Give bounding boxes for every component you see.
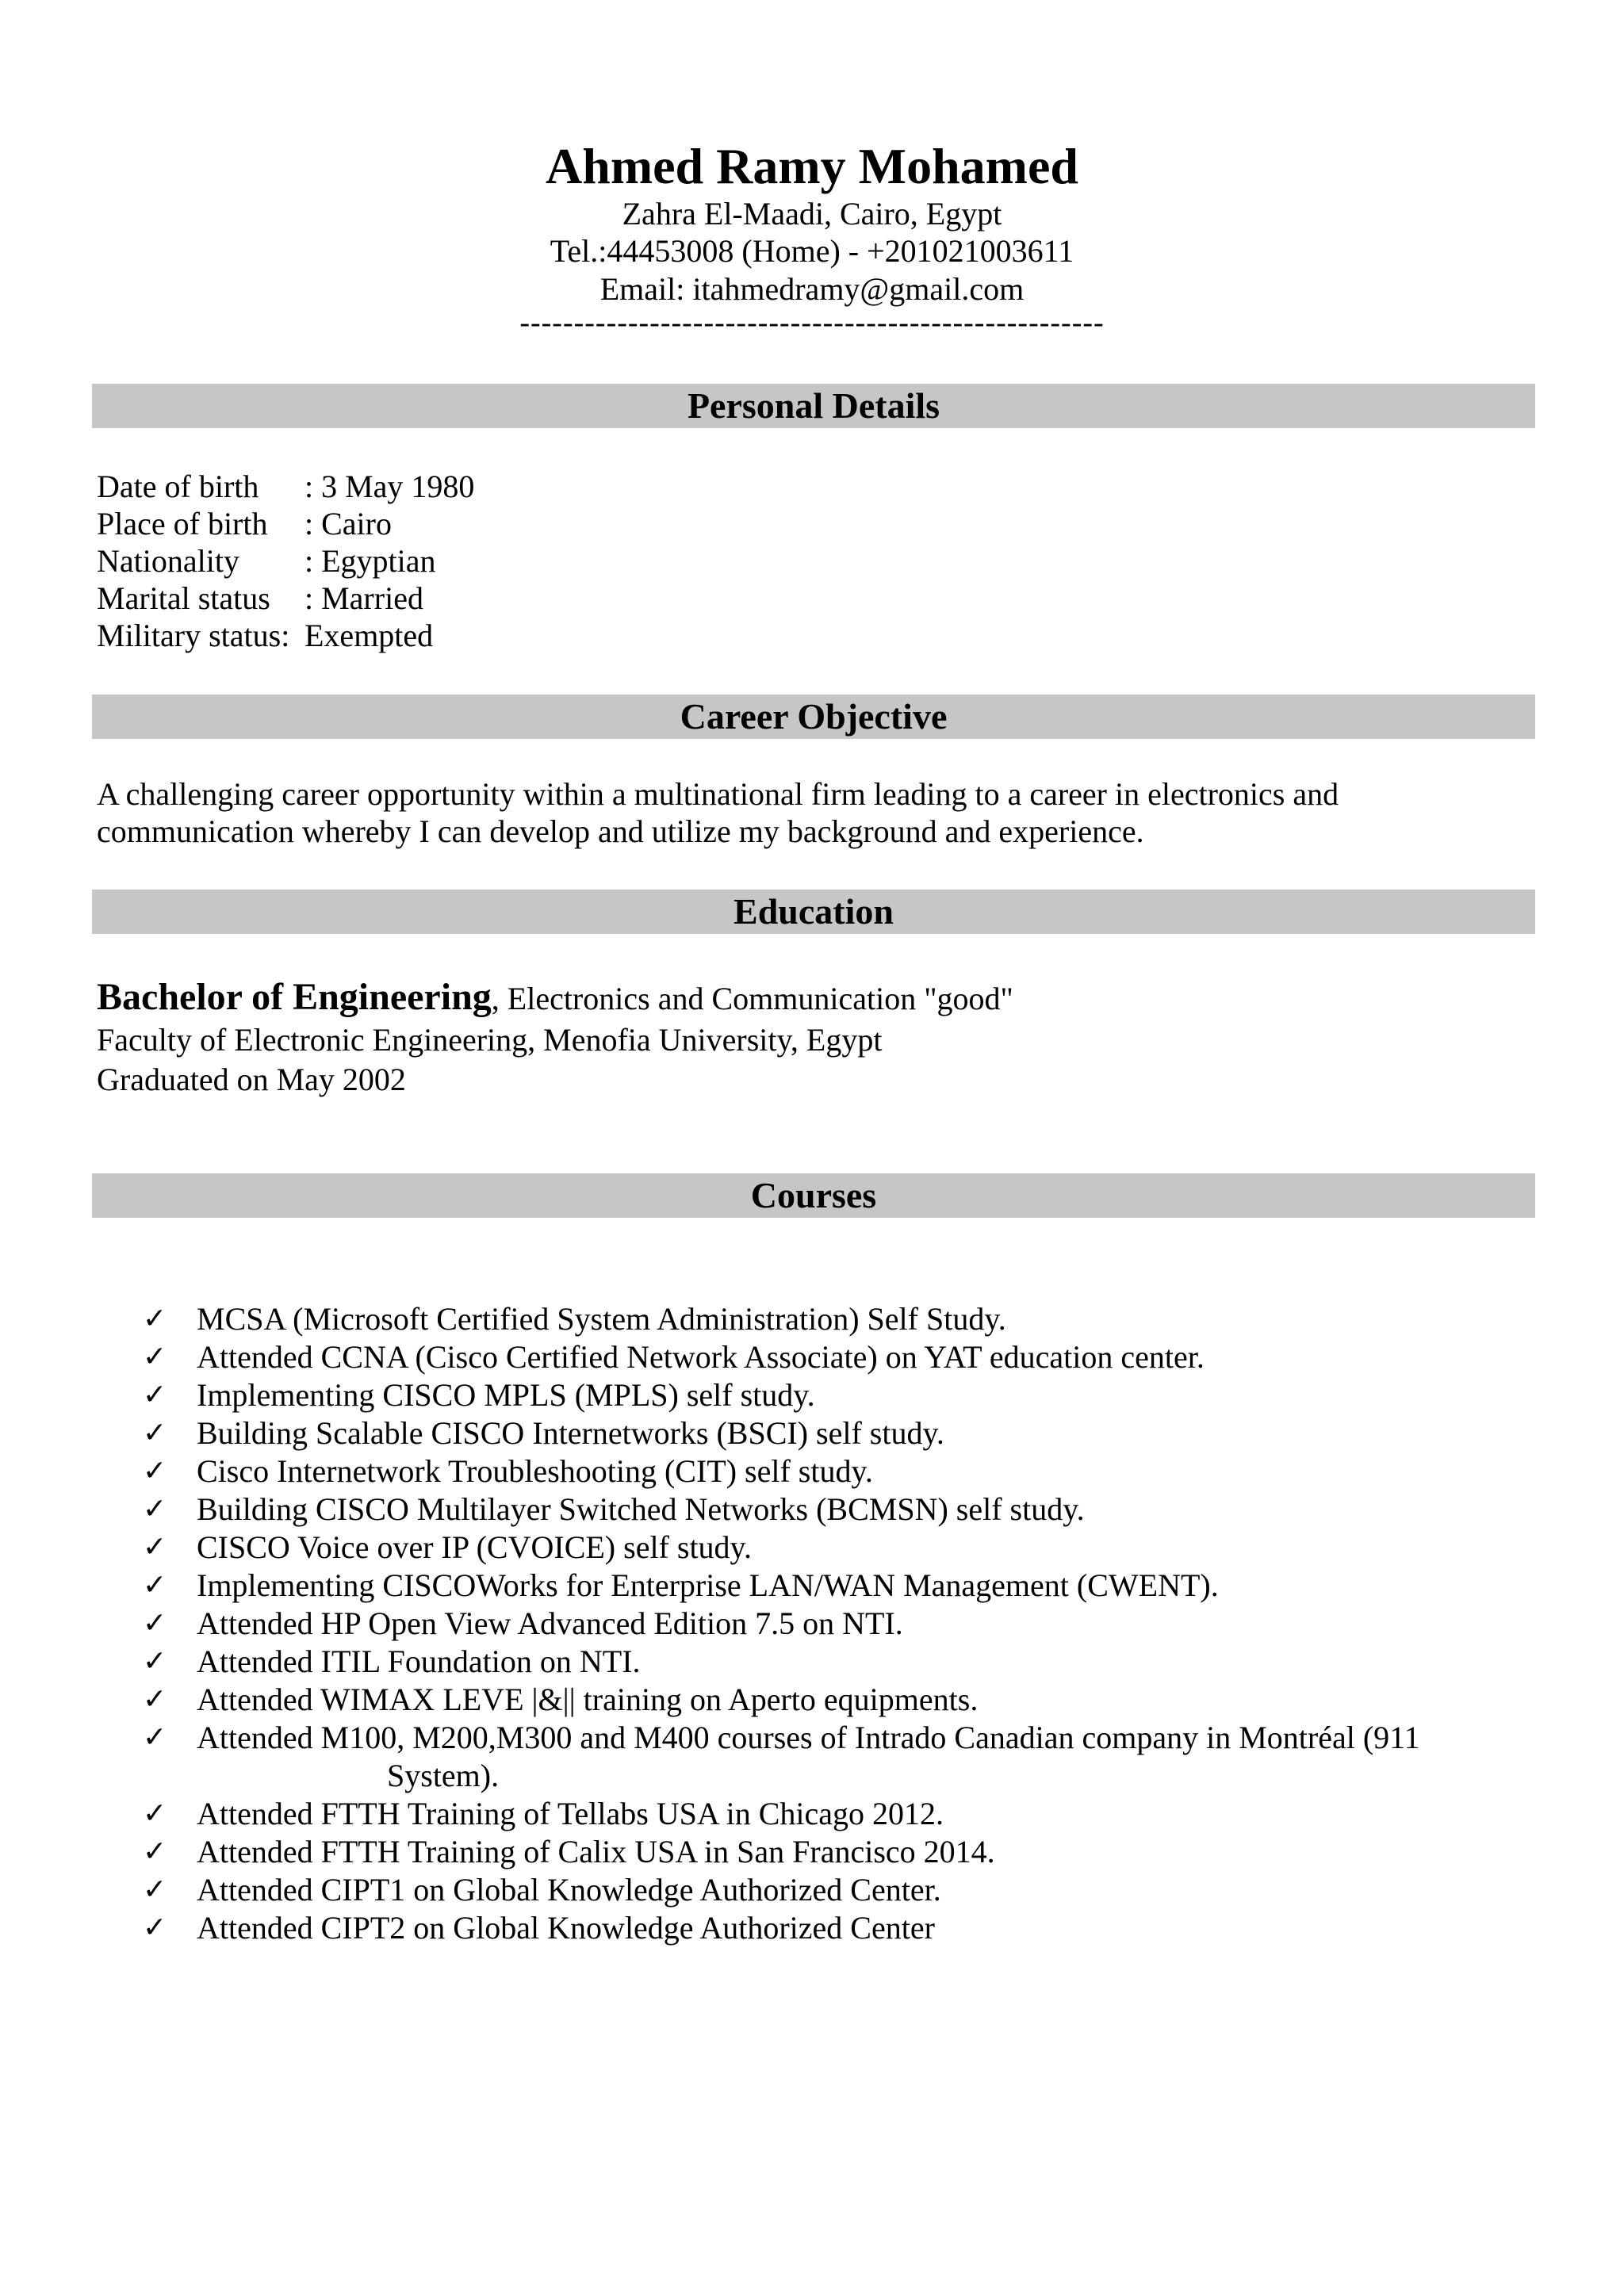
- degree-details: , Electronics and Communication "good": [491, 981, 1013, 1016]
- list-item: [143, 1681, 1491, 1719]
- course-text: Attended FTTH Training of Tellabs USA in Chicago 2012.: [197, 1796, 944, 1831]
- faculty: Faculty of Electronic Engineering, Menofia University, Egypt: [97, 1022, 883, 1058]
- detail-label: Military status:: [97, 618, 290, 653]
- checkmark-icon: ✓: [143, 1341, 167, 1373]
- address: Zahra El-Maadi, Cairo, Egypt: [622, 196, 1002, 232]
- checkmark-icon: ✓: [143, 1645, 167, 1678]
- list-item: [143, 1795, 1491, 1833]
- courses-list: [143, 1300, 1491, 1947]
- section-title-personal: Personal Details: [92, 384, 1535, 428]
- section-title-courses: Courses: [92, 1173, 1535, 1218]
- course-text: Attended CIPT1 on Global Knowledge Authorized Center.: [197, 1872, 941, 1908]
- course-text: Attended FTTH Training of Calix USA in San Francisco 2014.: [197, 1834, 995, 1869]
- list-item: [143, 1719, 1491, 1795]
- detail-row-military: [97, 617, 474, 654]
- email: Email: itahmedramy@gmail.com: [599, 271, 1025, 307]
- checkmark-icon: ✓: [143, 1911, 167, 1944]
- detail-value: : Married: [304, 580, 423, 616]
- detail-value: : 3 May 1980: [304, 469, 475, 504]
- list-item: [143, 1452, 1491, 1490]
- course-text: Attended CCNA (Cisco Certified Network Associate) on YAT education center.: [197, 1339, 1205, 1375]
- list-item: [143, 1833, 1491, 1871]
- checkmark-icon: ✓: [143, 1303, 167, 1335]
- list-item: [143, 1338, 1491, 1376]
- section-title-objective: Career Objective: [92, 695, 1535, 739]
- checkmark-icon: ✓: [143, 1873, 167, 1906]
- detail-label: Place of birth: [97, 506, 268, 541]
- course-text: Attended HP Open View Advanced Edition 7.5 on NTI.: [197, 1605, 903, 1641]
- course-text: Attended ITIL Foundation on NTI.: [197, 1644, 641, 1679]
- checkmark-icon: ✓: [143, 1797, 167, 1830]
- graduation-date: Graduated on May 2002: [97, 1062, 406, 1097]
- detail-value: : Egyptian: [304, 543, 436, 579]
- detail-row-marital: [97, 580, 474, 617]
- course-text: Implementing CISCO MPLS (MPLS) self study.: [197, 1377, 815, 1413]
- personal-details: [97, 468, 474, 654]
- checkmark-icon: ✓: [143, 1455, 167, 1487]
- checkmark-icon: ✓: [143, 1683, 167, 1716]
- list-item: [143, 1871, 1491, 1909]
- list-item: [143, 1414, 1491, 1452]
- candidate-name: Ahmed Ramy Mohamed: [546, 138, 1078, 194]
- degree-line: [97, 974, 1013, 1023]
- checkmark-icon: ✓: [143, 1531, 167, 1563]
- checkmark-icon: ✓: [143, 1607, 167, 1640]
- course-text: Building CISCO Multilayer Switched Networks (BCMSN) self study.: [197, 1491, 1085, 1527]
- detail-row-pob: [97, 505, 474, 542]
- course-text: Implementing CISCOWorks for Enterprise LAN/WAN Management (CWENT).: [197, 1567, 1219, 1603]
- list-item: [143, 1529, 1491, 1567]
- list-item: [143, 1643, 1491, 1681]
- header-divider: ------------------------------------------------------: [519, 306, 1105, 339]
- list-item: [143, 1300, 1491, 1338]
- course-text: Attended WIMAX LEVE |&|| training on Aperto equipments.: [197, 1682, 979, 1717]
- course-text-continuation: System).: [387, 1758, 500, 1793]
- checkmark-icon: ✓: [143, 1379, 167, 1411]
- objective-text: A challenging career opportunity within a multinational firm leading to a career in electronics and communication whereby I can develop and utilize my background and experience.: [97, 776, 1339, 849]
- degree-title: Bachelor of Engineering: [97, 976, 492, 1018]
- course-text: CISCO Voice over IP (CVOICE) self study.: [197, 1529, 752, 1565]
- course-text: Cisco Internetwork Troubleshooting (CIT) self study.: [197, 1453, 873, 1489]
- course-text: Building Scalable CISCO Internetworks (BSCI) self study.: [197, 1415, 944, 1451]
- course-text-wrapped: [197, 1719, 1491, 1795]
- course-text: MCSA (Microsoft Certified System Administration) Self Study.: [197, 1301, 1006, 1337]
- list-item: [143, 1909, 1491, 1947]
- course-text: Attended CIPT2 on Global Knowledge Authorized Center: [197, 1910, 935, 1946]
- detail-value: Exempted: [304, 618, 434, 653]
- phone: Tel.:44453008 (Home) - +201021003611: [550, 233, 1074, 269]
- checkmark-icon: ✓: [143, 1493, 167, 1525]
- detail-row-nationality: [97, 542, 474, 580]
- section-title-education: Education: [92, 890, 1535, 934]
- detail-value: : Cairo: [304, 506, 392, 541]
- detail-label: Marital status: [97, 580, 270, 616]
- course-text: Attended M100, M200,M300 and M400 courses of Intrado Canadian company in Montréal (911: [197, 1720, 1420, 1755]
- detail-row-dob: [97, 468, 474, 505]
- list-item: [143, 1490, 1491, 1529]
- list-item: [143, 1605, 1491, 1643]
- detail-label: Date of birth: [97, 469, 259, 504]
- checkmark-icon: ✓: [143, 1569, 167, 1601]
- list-item: [143, 1376, 1491, 1414]
- checkmark-icon: ✓: [143, 1721, 167, 1754]
- checkmark-icon: ✓: [143, 1835, 167, 1868]
- checkmark-icon: ✓: [143, 1417, 167, 1449]
- list-item: [143, 1567, 1491, 1605]
- detail-label: Nationality: [97, 543, 239, 579]
